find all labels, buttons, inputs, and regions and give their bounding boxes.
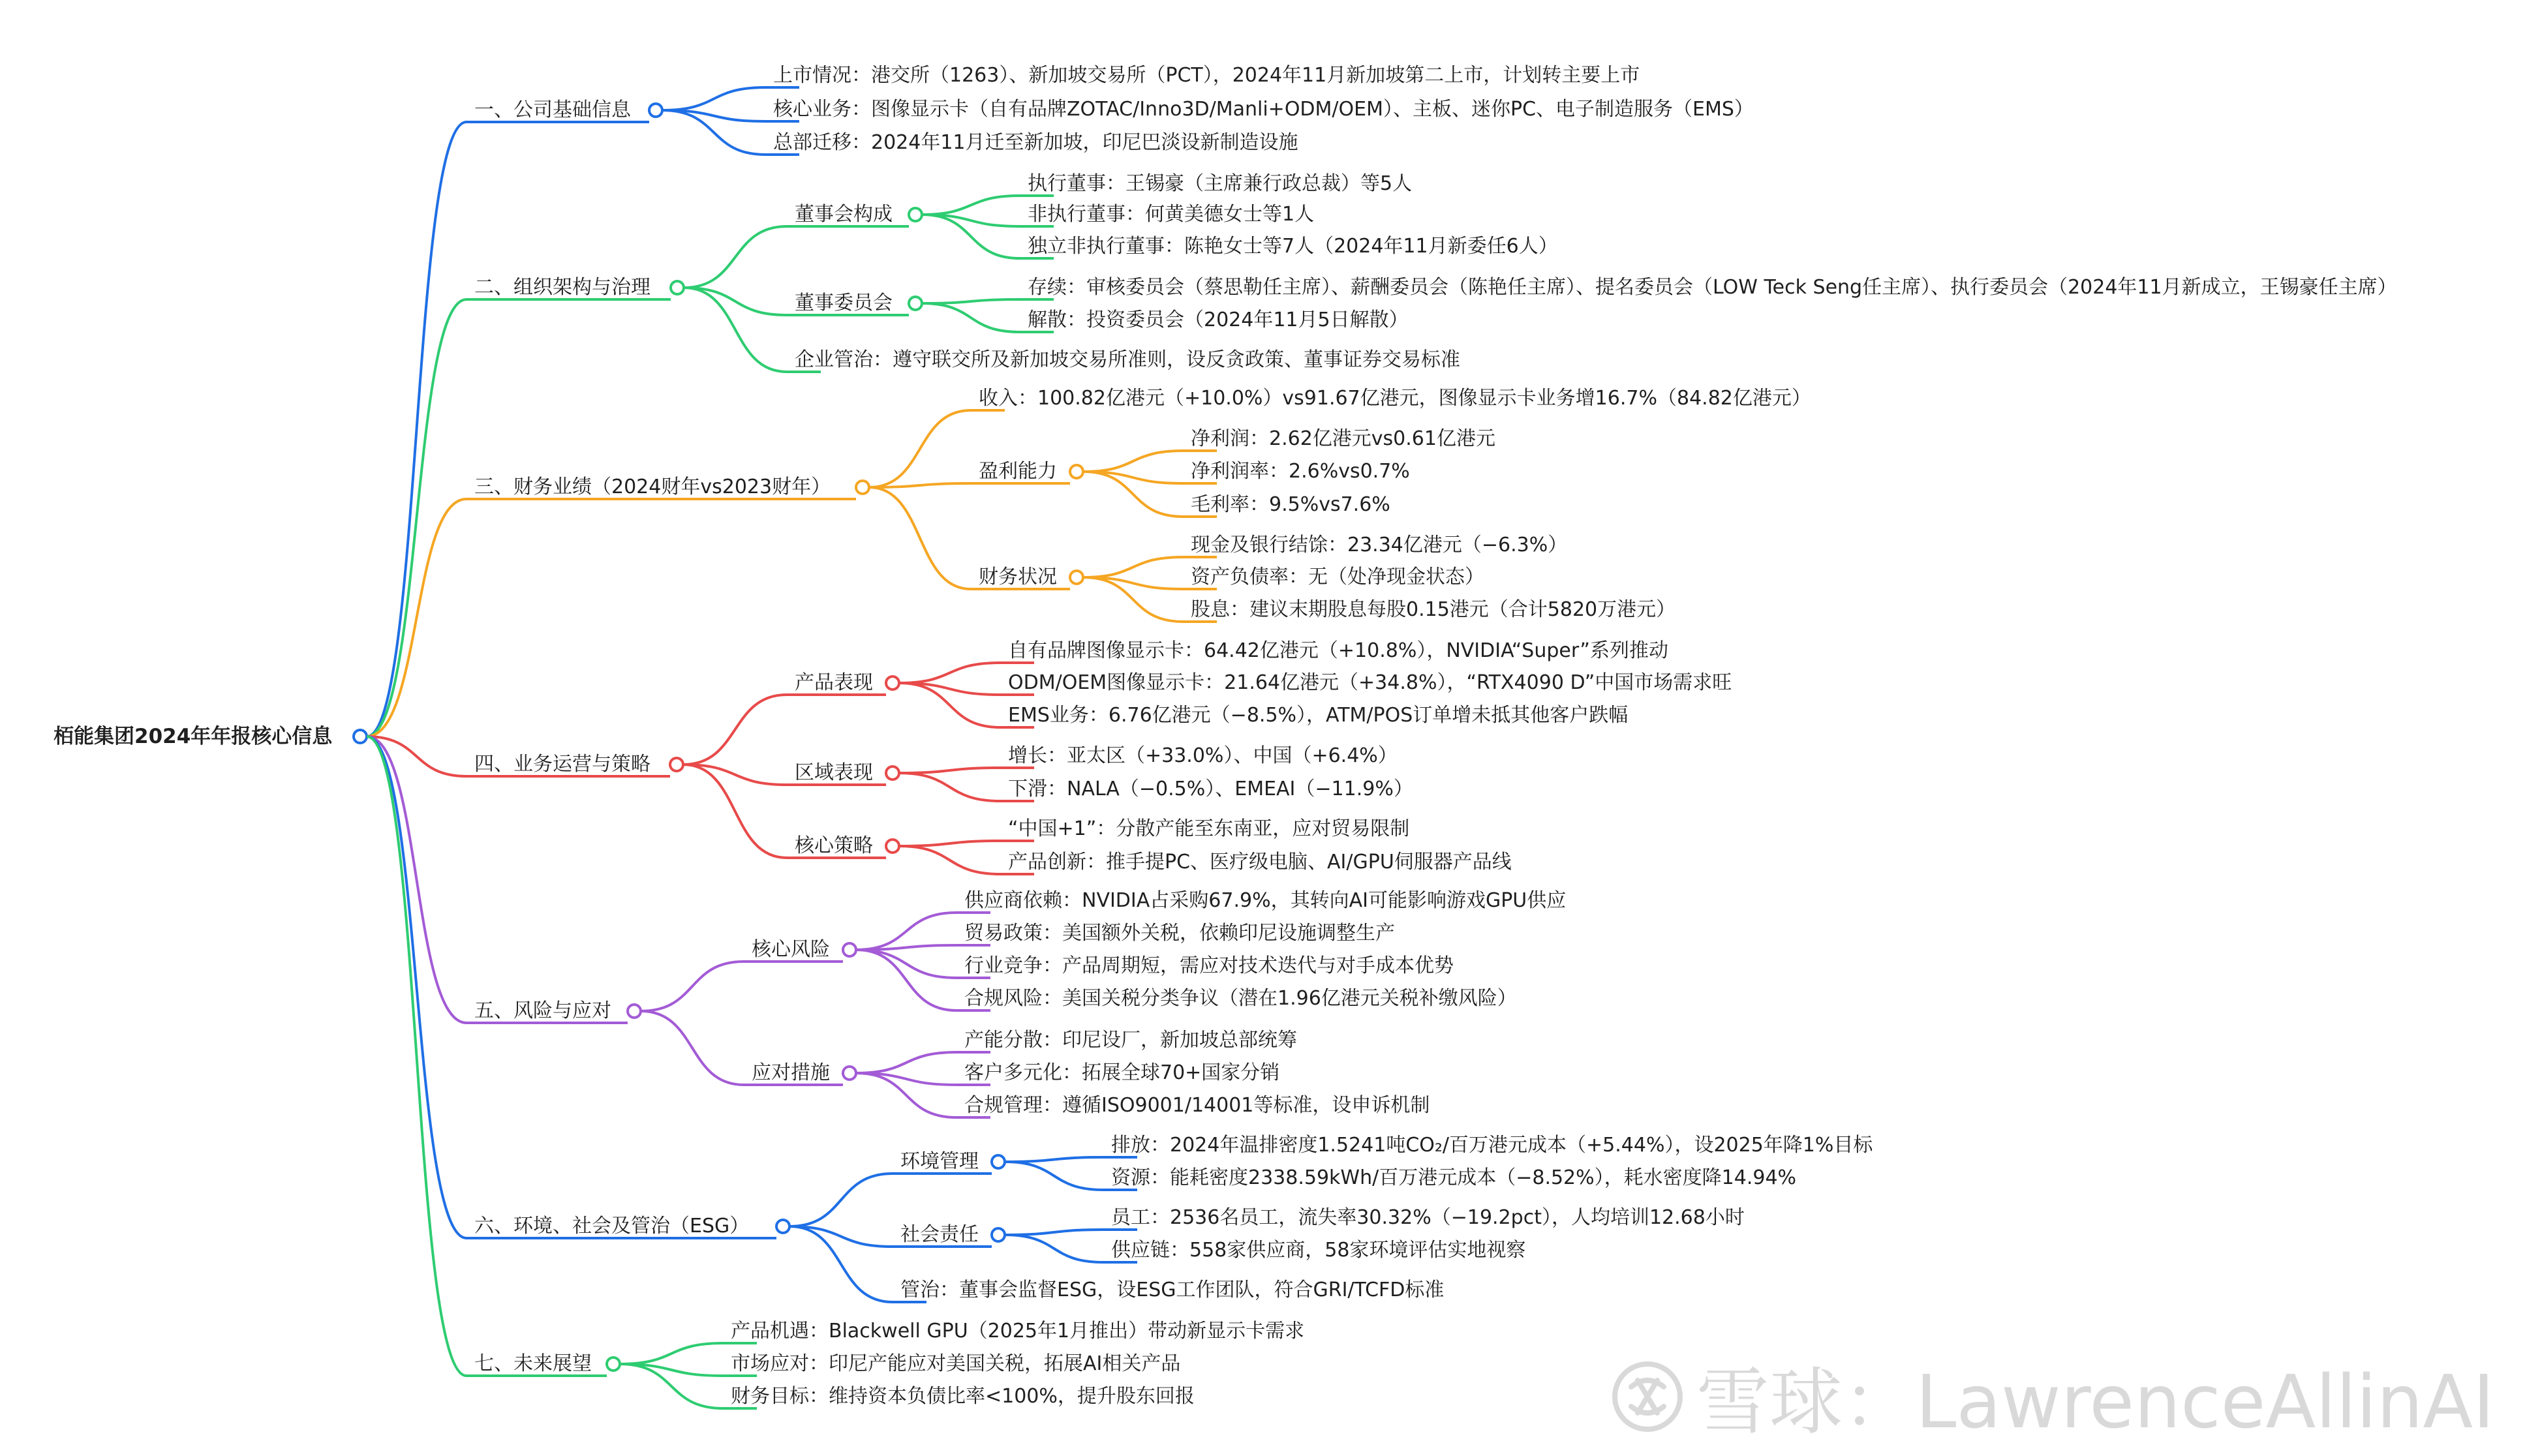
branch-node-2: 二、组织架构与治理 — [474, 276, 650, 299]
branch-node-7: 七、未来展望 — [474, 1352, 592, 1375]
node-link — [641, 962, 744, 1011]
sub-branch-node: 社会责任 — [900, 1223, 979, 1246]
node-link — [684, 288, 787, 315]
branch-node-5: 五、风险与应对 — [474, 999, 611, 1022]
leaf-node: 净利润率：2.6%vs0.7% — [1191, 460, 1410, 483]
branch-node-3: 三、财务业绩（2024财年vs2023财年） — [474, 476, 831, 498]
xueqiu-logo-icon — [1612, 1361, 1683, 1433]
leaf-node: 核心业务：图像显示卡（自有品牌ZOTAC/Inno3D/Manli+ODM/OEM）、主板、迷你PC、电子制造服务（EMS） — [773, 98, 1754, 121]
leaf-node: 毛利率：9.5%vs7.6% — [1191, 493, 1390, 516]
node-connector-dot — [886, 840, 899, 853]
leaf-node: 员工：2536名员工，流失率30.32%（−19.2pct），人均培训12.68小时 — [1111, 1206, 1745, 1229]
node-connector-dot — [886, 766, 899, 780]
node-connector-dot — [607, 1357, 620, 1371]
node-connector-dot — [354, 730, 367, 743]
leaf-node: 行业竞争：产品周期短，需应对技术迭代与对手成本优势 — [964, 954, 1454, 977]
leaf-node: 市场应对：印尼产能应对美国关税，拓展AI相关产品 — [731, 1352, 1181, 1375]
node-connector-dot — [671, 281, 684, 294]
node-connector-dot — [992, 1228, 1005, 1241]
leaf-node: 现金及银行结馀：23.34亿港元（−6.3%） — [1191, 534, 1568, 556]
leaf-node: 管治：董事会监督ESG，设ESG工作团队，符合GRI/TCFD标准 — [900, 1279, 1445, 1301]
leaf-node: 产品机遇：Blackwell GPU（2025年1月推出）带动新显示卡需求 — [731, 1320, 1305, 1342]
node-link — [789, 1174, 893, 1226]
node-link — [1083, 451, 1183, 472]
node-link — [869, 487, 971, 589]
node-link — [899, 773, 1000, 801]
node-link — [922, 196, 1020, 215]
node-link — [1005, 1230, 1103, 1235]
node-link — [856, 1052, 956, 1073]
node-link — [1005, 1235, 1103, 1262]
leaf-node: 存续：审核委员会（蔡思勒任主席）、薪酬委员会（陈艳任主席）、提名委员会（LOW Teck Seng任主席）、执行委员会（2024年11月新成立，王锡豪任主席） — [1028, 276, 2397, 299]
leaf-node: 资产负债率：无（处净现金状态） — [1191, 566, 1484, 588]
node-link — [899, 841, 1000, 846]
branch-node-4: 四、业务运营与策略 — [474, 753, 650, 776]
watermark-text: 雪球：LawrenceAllinAI — [1696, 1360, 2495, 1445]
leaf-node: 增长：亚太区（+33.0%）、中国（+6.4%） — [1008, 744, 1398, 767]
leaf-node: 贸易政策：美国额外关税，依赖印尼设施调整生产 — [964, 922, 1395, 945]
node-connector-dot — [670, 758, 683, 771]
leaf-node: 下滑：NALA（−0.5%）、EMEAI（−11.9%） — [1008, 778, 1413, 800]
sub-branch-node: 应对措施 — [752, 1061, 830, 1084]
node-link — [683, 765, 787, 858]
node-link — [899, 846, 1000, 874]
root-node: 栢能集团2024年年报核心信息 — [54, 725, 333, 748]
sub-branch-node: 区域表现 — [795, 761, 873, 784]
node-link — [856, 950, 956, 978]
node-link — [641, 1011, 744, 1085]
node-link — [620, 1343, 723, 1364]
leaf-node: 独立非执行董事：陈艳女士等7人（2024年11月新委任6人） — [1028, 235, 1558, 258]
branch-node-6: 六、环境、社会及管治（ESG） — [474, 1215, 750, 1237]
leaf-node: 合规管理：遵循ISO9001/14001等标准，设申诉机制 — [964, 1094, 1430, 1117]
node-connector-dot — [649, 104, 662, 117]
watermark — [1612, 1344, 2494, 1449]
sub-branch-node: 产品表现 — [795, 671, 873, 694]
leaf-node: 收入：100.82亿港元（+10.0%）vs91.67亿港元，图像显示卡业务增16.7%（84.82亿港元） — [979, 387, 1811, 410]
leaf-node: 产能分散：印尼设厂，新加坡总部统筹 — [964, 1029, 1297, 1052]
branch-node-1: 一、公司基础信息 — [474, 99, 631, 121]
node-link — [367, 736, 467, 1376]
sub-branch-node: 核心策略 — [795, 834, 873, 857]
leaf-node: 供应商依赖：NVIDIA占采购67.9%，其转向AI可能影响游戏GPU供应 — [964, 889, 1567, 912]
sub-branch-node: 财务状况 — [979, 566, 1057, 588]
node-link — [922, 299, 1020, 303]
node-link — [856, 950, 956, 1010]
leaf-node: “中国+1”：分散产能至东南亚，应对贸易限制 — [1008, 817, 1410, 840]
node-connector-dot — [776, 1220, 789, 1233]
node-link — [367, 122, 467, 736]
node-link — [367, 499, 467, 736]
node-connector-dot — [909, 297, 922, 310]
leaf-node: 合规风险：美国关税分类争议（潜在1.96亿港元关税补缴风险） — [964, 987, 1517, 1010]
node-link — [367, 736, 467, 1238]
node-connector-dot — [1070, 571, 1083, 584]
leaf-node: EMS业务：6.76亿港元（−8.5%），ATM/POS订单增未抵其他客户跌幅 — [1008, 704, 1629, 727]
leaf-node: 产品创新：推手提PC、医疗级电脑、AI/GPU伺服器产品线 — [1008, 851, 1512, 873]
node-link — [1005, 1162, 1103, 1190]
node-link — [1083, 557, 1183, 577]
leaf-node: 财务目标：维持资本负债比率<100%，提升股东回报 — [731, 1385, 1195, 1408]
leaf-node: 自有品牌图像显示卡：64.42亿港元（+10.8%），NVIDIA“Super”系列推动 — [1008, 639, 1668, 662]
leaf-node: 排放：2024年温排密度1.5241吨CO₂/百万港元成本（+5.44%），设2025年降1%目标 — [1111, 1134, 1873, 1157]
sub-branch-node: 环境管理 — [900, 1150, 979, 1173]
node-connector-dot — [886, 676, 899, 690]
leaf-node: 解散：投资委员会（2024年11月5日解散） — [1028, 309, 1409, 331]
leaf-node: 供应链：558家供应商，58家环境评估实地视察 — [1111, 1239, 1526, 1262]
leaf-node: 非执行董事：何黄美德女士等1人 — [1028, 203, 1315, 226]
node-link — [367, 299, 467, 736]
node-connector-dot — [843, 943, 856, 956]
node-link — [869, 410, 971, 487]
node-connector-dot — [909, 208, 922, 221]
node-connector-dot — [856, 481, 869, 494]
node-link — [922, 303, 1020, 332]
node-connector-dot — [1070, 465, 1083, 478]
node-link — [1005, 1157, 1103, 1162]
leaf-node: 资源：能耗密度2338.59kWh/百万港元成本（−8.52%），耗水密度降14.94% — [1111, 1166, 1797, 1189]
sub-branch-node: 董事会构成 — [795, 203, 893, 226]
leaf-node: 股息：建议末期股息每股0.15港元（合计5820万港元） — [1191, 598, 1676, 621]
node-link — [899, 768, 1000, 773]
leaf-node: 执行董事：王锡豪（主席兼行政总裁）等5人 — [1028, 172, 1413, 195]
leaf-node: 总部迁移：2024年11月迁至新加坡，印尼巴淡设新制造设施 — [773, 131, 1298, 154]
sub-branch-node: 盈利能力 — [979, 460, 1057, 483]
leaf-node: 净利润：2.62亿港元vs0.61亿港元 — [1191, 427, 1495, 450]
node-link — [684, 226, 787, 288]
sub-branch-node: 核心风险 — [752, 938, 830, 961]
leaf-node: 企业管治：遵守联交所及新加坡交易所准则，设反贪政策、董事证券交易标准 — [795, 348, 1460, 371]
node-link — [683, 695, 787, 765]
node-connector-dot — [992, 1155, 1005, 1168]
node-link — [899, 663, 1000, 683]
leaf-node: ODM/OEM图像显示卡：21.64亿港元（+34.8%），“RTX4090 D”中国市场需求旺 — [1008, 671, 1732, 694]
node-link — [662, 87, 765, 110]
sub-branch-node: 董事委员会 — [795, 292, 893, 314]
leaf-node: 上市情况：港交所（1263）、新加坡交易所（PCT），2024年11月新加坡第二上市，计划转主要上市 — [773, 64, 1640, 87]
leaf-node: 客户多元化：拓展全球70+国家分销 — [964, 1061, 1280, 1084]
node-connector-dot — [843, 1067, 856, 1080]
node-connector-dot — [628, 1005, 641, 1018]
